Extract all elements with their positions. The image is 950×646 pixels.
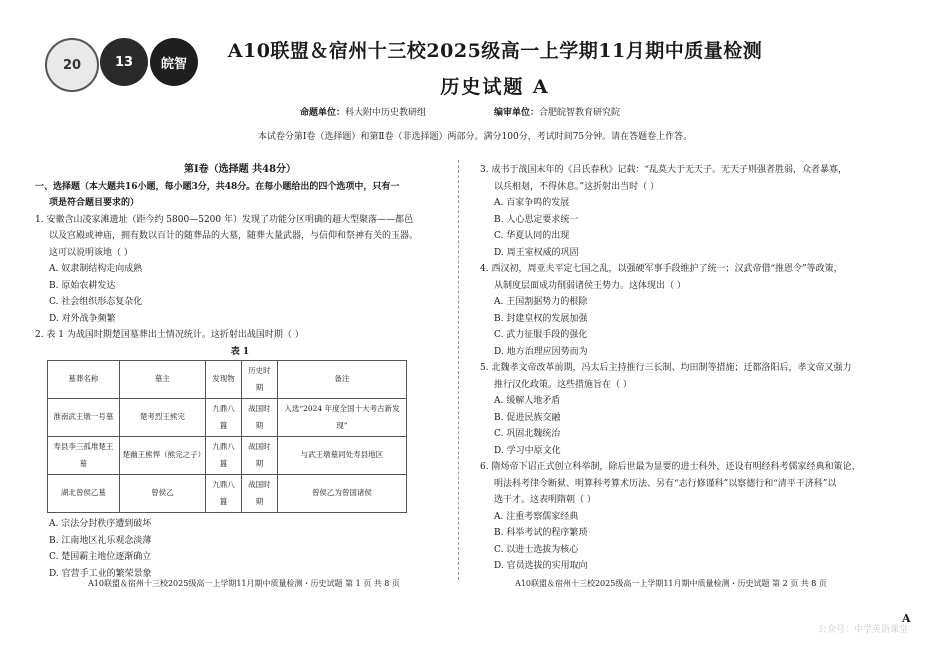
column-divider bbox=[458, 160, 459, 580]
option-b: B. 江南地区礼乐观念淡薄 bbox=[49, 535, 152, 546]
option-c: C. 巩固北魏统治 bbox=[494, 429, 561, 439]
table-title: 表 1 bbox=[230, 346, 250, 357]
table-row: 淮南武王墩一号墓 楚考烈王熊完 九鼎八簋 战国时期 入选“2024 年度全国十大考古新发现” bbox=[48, 399, 407, 437]
exam-note: 本试卷分第Ⅰ卷（选择题）和第Ⅱ卷（非选择题）两部分。满分100分，考试时间75分钟。请在答题卷上作答。 bbox=[257, 132, 693, 142]
option-b: B. 科举考试的程序繁琐 bbox=[494, 528, 588, 538]
option-b: B. 人心思定要求统一 bbox=[494, 214, 579, 225]
question-5: 5. 北魏孝文帝改革前期，冯太后主持推行三长制、均田制等措施；迁都洛阳后，孝文帝又强力 推行汉化政策。这些措施旨在（ ） A. 缓解人地矛盾 B. 促进民族交融 C. 巩固北魏统治 D. 学习中原文化 bbox=[480, 360, 900, 459]
right-column bbox=[480, 162, 900, 575]
left-column bbox=[35, 162, 445, 582]
option-c: C. 楚国霸主地位逐渐确立 bbox=[49, 552, 152, 562]
exam-title: A10联盟＆宿州十三校2025级高一上学期11月期中质量检测 bbox=[227, 40, 763, 62]
option-c: C. 华夏认同的出现 bbox=[494, 231, 570, 241]
table-row: 湖北曾侯乙墓 曾侯乙 九鼎八簋 战国时期 曾侯乙为曾国诸侯 bbox=[48, 475, 407, 513]
option-d: D. 地方治理应因势而为 bbox=[494, 346, 588, 357]
option-d: D. 官营手工业的繁荣景象 bbox=[49, 568, 152, 579]
option-a: A. 王国割据势力的根除 bbox=[494, 297, 588, 307]
option-a: A. 注重考察儒家经典 bbox=[494, 511, 579, 522]
option-d: D. 对外战争频繁 bbox=[49, 313, 116, 324]
table-row: 寿县李三孤堆楚王墓 楚幽王熊悍（熊完之子） 九鼎八簋 战国时期 与武王墩墓同处寿县地区 bbox=[48, 437, 407, 475]
option-a: A. 缓解人地矛盾 bbox=[494, 396, 561, 406]
option-c: C. 武力征服手段的强化 bbox=[494, 330, 588, 340]
question-6: 6. 隋炀帝下诏正式创立科举制，除后世最为显要的进士科外，还设有明经科考儒家经典和策论、 明法科考律令断狱、明算科考算术历法、另有“志行修谨科”以察德行和“清平干济科”以 选干才。这表明隋朝（ ） A. 注重考察儒家经典 B. 科举考试的程序繁琐 C. 以进士选拔为核心 D. 官员选拔的实用取向 bbox=[480, 459, 900, 575]
page-footer-left: A10联盟＆宿州十三校2025级高一上学期11月期中质量检测・历史试题 第 1 页 共 8 页 bbox=[88, 579, 400, 588]
section-title: 第Ⅰ卷（选择题 共48分） bbox=[183, 164, 297, 175]
instruction-line: 项是符合题目要求的） bbox=[49, 198, 140, 208]
option-c: C. 社会组织形态复杂化 bbox=[49, 297, 143, 307]
alliance-seal-logo: 20 bbox=[45, 38, 99, 92]
option-c: C. 以进士选拔为核心 bbox=[494, 544, 579, 555]
question-2: 2. 表 1 为战国时期楚国墓葬出土情况统计。这折射出战国时期（ ） 表 1 墓葬名称 墓主 发现物 历史时期 备注 淮南武王墩一号墓 楚考烈王熊完 九鼎八簋 战国时期 入选“2024 年度全国十大考古新发现” 寿县李三孤堆楚王墓 楚幽王熊悍（熊完之子） 九鼎八簋 战国时期 与武王墩墓同处寿县地区 湖北曾侯乙墓 曾侯乙 九鼎八簋 战国时期 曾侯乙为曾国诸侯 A. 宗法分封秩序遭到破坏 B. 江南地区礼乐观念淡薄 C. 楚国霸主地位逐渐确立 D. 官营手工业的繁荣景象 bbox=[35, 327, 445, 582]
watermark: 公众号：中学英语课堂 bbox=[818, 625, 909, 635]
reviewer-info: 编审单位：合肥皖智教育研究院 bbox=[494, 108, 621, 118]
question-4: 4. 西汉初，周亚夫平定七国之乱，以强硬军事手段维护了统一；汉武帝借“推恩令”等政策， 从制度层面成功削弱诸侯王势力。这体现出（ ） A. 王国割据势力的根除 B. 封建皇权的发展加强 C. 武力征服手段的强化 D. 地方治理应因势而为 bbox=[480, 261, 900, 360]
burial-table bbox=[47, 360, 407, 513]
option-b: B. 封建皇权的发展加强 bbox=[494, 313, 588, 324]
thirteen-schools-logo: 13 bbox=[100, 38, 148, 86]
paper-version-mark: A bbox=[902, 612, 911, 625]
exam-subtitle: 历史试题 A bbox=[440, 76, 550, 98]
question-1: 1. 安徽含山凌家滩遗址（距今约 5800—5200 年）发现了功能分区明确的超大型聚落——都邑 以及宫殿或神庙，拥有数以百计的随葬品的大墓，随葬大量武器，与信仰和祭神有关的玉器。 这可以说明该地（ ） A. 奴隶制结构走向成熟 B. 原始农耕发达 C. 社会组织形态复杂化 D. 对外战争频繁 bbox=[35, 212, 445, 328]
question-3: 3. 成书于战国末年的《吕氏春秋》记载：“乱莫大于无天子。无天子则强者胜弱，众者暴寡， 以兵相刬，不得休息。”这折射出当时（ ） A. 百家争鸣的发展 B. 人心思定要求统一 C. 华夏认同的出现 D. 周王室权威的巩固 bbox=[480, 162, 900, 261]
instruction-line: 一、选择题（本大题共16小题，每小题3分，共48分。在每小题给出的四个选项中，只有一 bbox=[35, 181, 400, 192]
option-a: A. 宗法分封秩序遭到破坏 bbox=[49, 519, 152, 529]
option-d: D. 周王室权威的巩固 bbox=[494, 247, 579, 258]
option-a: A. 百家争鸣的发展 bbox=[494, 198, 570, 208]
option-b: B. 原始农耕发达 bbox=[49, 280, 116, 291]
page-footer-right: A10联盟＆宿州十三校2025级高一上学期11月期中质量检测・历史试题 第 2 页 共 8 页 bbox=[515, 579, 827, 588]
table-header-row: 墓葬名称 墓主 发现物 历史时期 备注 bbox=[48, 361, 407, 399]
option-d: D. 官员选拔的实用取向 bbox=[494, 561, 588, 571]
option-d: D. 学习中原文化 bbox=[494, 445, 561, 456]
option-a: A. 奴隶制结构走向成熟 bbox=[49, 264, 143, 274]
option-b: B. 促进民族交融 bbox=[494, 412, 561, 423]
wanzhi-education-logo: 皖智 bbox=[150, 38, 198, 86]
author-info: 命题单位：科大附中历史教研组 bbox=[300, 108, 427, 118]
